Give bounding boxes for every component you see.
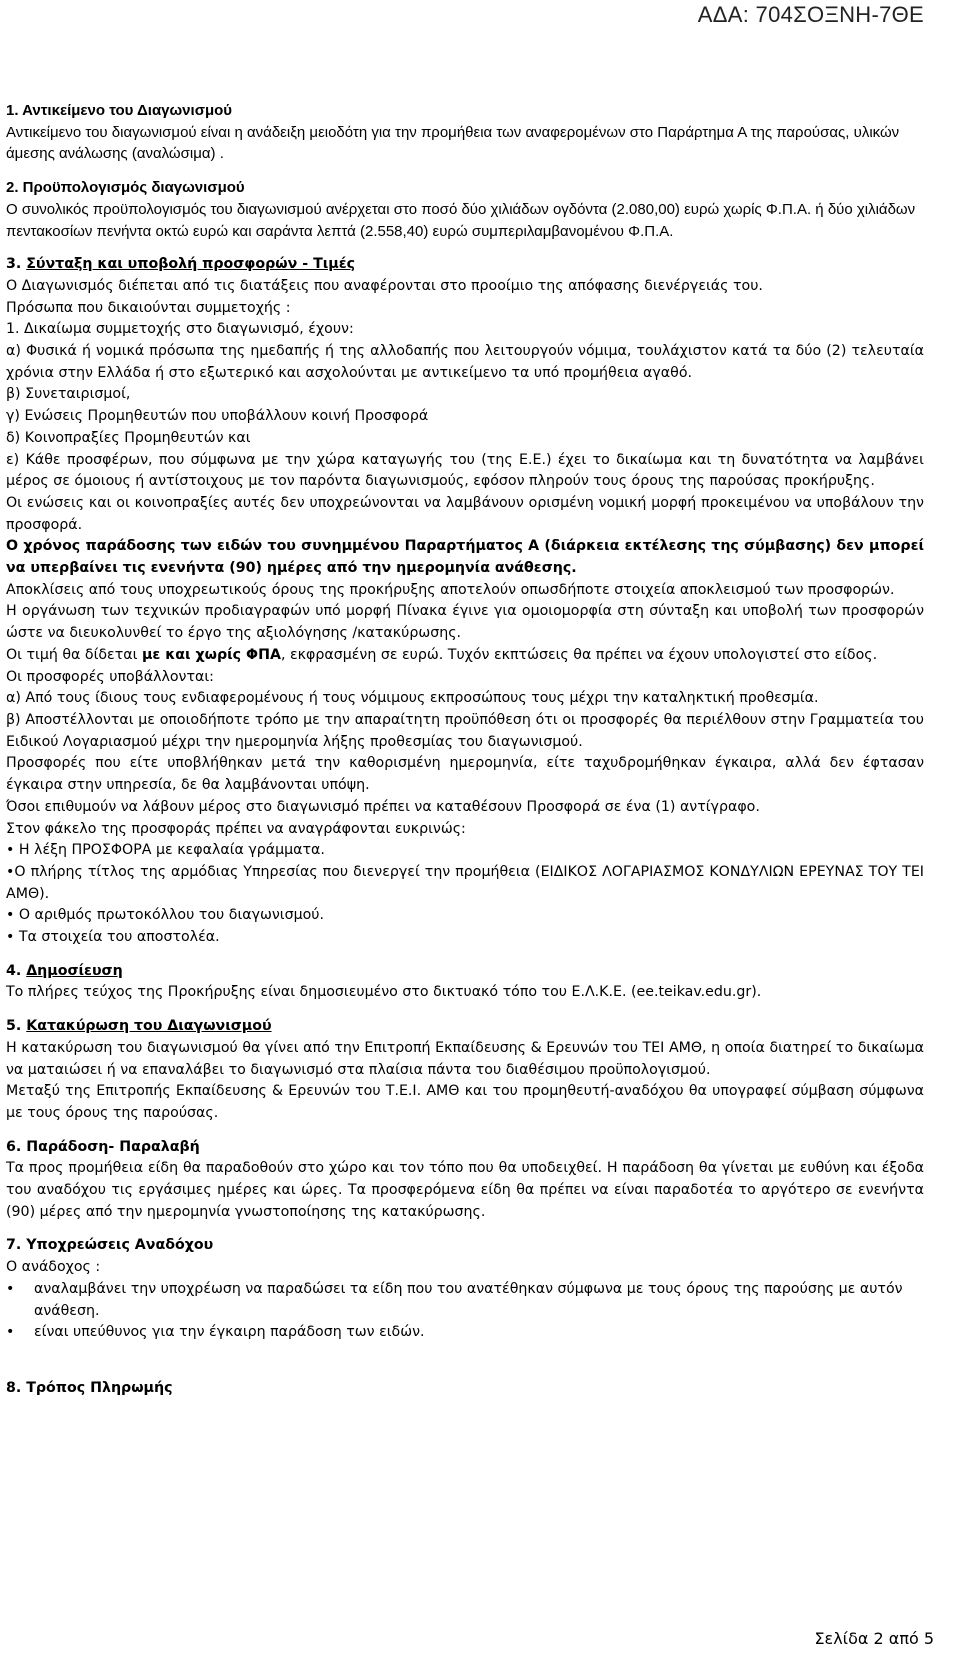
bullet-icon: •	[6, 1324, 15, 1341]
s3-bullet-1: • Η λέξη ΠΡΟΣΦΟΡΑ με κεφαλαία γράμματα.	[6, 842, 325, 859]
price-text-bold: με και χωρίς ΦΠΑ	[141, 646, 281, 663]
s7-bullet-1	[6, 1279, 924, 1322]
section-2-title: 2. Προϋπολογισμός διαγωνισμού	[6, 179, 245, 197]
s7-bullet-1-text: αναλαμβάνει την υποχρέωση να παραδώσει τα είδη που του ανατέθηκαν σύμφωνα με τους όρους της παρούσης με αυτόν ανάθεση.	[34, 1280, 903, 1319]
s7-bullet-2	[6, 1322, 924, 1344]
s3-p16: β) Αποστέλλονται με οποιοδήποτε τρόπο με την απαραίτητη προϋπόθεση ότι οι προσφορές θα περιέλθουν στην Γραμματεία του Ειδικού Λογαριασμού μέχρι την ημερομηνία λήξης προθεσμίας του διαγωνισμού.	[6, 711, 924, 750]
page-number: Σελίδα 2 από 5	[814, 1629, 934, 1648]
ada-code: ΑΔΑ: 704ΣΟΞΝΗ-7ΘΕ	[697, 2, 924, 27]
price-text-a: Οι τιμή θα δίδεται	[6, 646, 142, 663]
s5-p2: Μεταξύ της Επιτροπής Εκπαίδευσης & Ερευνών του Τ.Ε.Ι. ΑΜΘ και του προμηθευτή-αναδόχου θα υπογραφεί σύμβαση σύμφωνα με τους όρους της παρούσας.	[6, 1083, 924, 1121]
section-7-title: 7. Υποχρεώσεις Αναδόχου	[6, 1237, 214, 1254]
s5-p1: Η κατακύρωση του διαγωνισμού θα γίνει από την Επιτροπή Εκπαίδευσης & Ερευνών του ΤΕΙ ΑΜΘ, η οποία διατηρεί το δικαίωμα να ματαιώσει ή να επαναλάβει το διαγωνισμό στα πλαίσια πάντα του διαθέσιμου προϋπολογισμού.	[6, 1039, 924, 1078]
section-4-number: 4.	[6, 962, 27, 979]
s3-p17: Προσφορές που είτε υποβλήθηκαν μετά την καθορισμένη ημερομηνία, είτε ταχυδρομήθηκαν έγκαιρα, αλλά δεν έφτασαν έγκαιρα στην υπηρεσία, δε θα λαμβάνονται υπόψη.	[6, 755, 924, 794]
bullet-icon: •	[6, 1280, 15, 1297]
s3-p10: Ο χρόνος παράδοσης των ειδών του συνημμένου Παραρτήματος Α (διάρκεια εκτέλεσης της σύμβασης) δεν μπορεί να υπερβαίνει τις ενενήντα (90) ημέρες από την ημερομηνία ανάθεσης.	[6, 538, 924, 577]
s3-p1: Ο Διαγωνισμός διέπεται από τις διατάξεις που αναφέρονται στο προοίμιο της απόφασης διενέργειάς του.	[6, 277, 763, 294]
s3-p5: β) Συνεταιρισμοί,	[6, 386, 131, 403]
s3-p2: Πρόσωπα που δικαιούνται συμμετοχής :	[6, 299, 291, 316]
section-4-heading: Δημοσίευση	[26, 962, 123, 979]
s3-p15: α) Από τους ίδιους τους ενδιαφερομένους ή τους νόμιμους εκπροσώπους τους μέχρι την καταληκτική προθεσμία.	[6, 690, 819, 707]
s3-bullet-3: • Ο αριθμός πρωτοκόλλου του διαγωνισμού.	[6, 907, 325, 924]
s3-p12: Η οργάνωση των τεχνικών προδιαγραφών υπό μορφή Πίνακα έγινε για ομοιομορφία στη σύνταξη και υποβολή των προσφορών ώστε να διευκολυνθεί το έργο της αξιολόγησης /κατακύρωσης.	[6, 603, 924, 642]
s3-p9: Οι ενώσεις και οι κοινοπραξίες αυτές δεν υποχρεώνονται να λαμβάνουν ορισμένη νομική μορφή προκειμένου να υποβάλουν την προσφορά.	[6, 494, 924, 533]
section-3-heading: Σύνταξη και υποβολή προσφορών - Τιμές	[26, 256, 356, 273]
section-6-text: Τα προς προμήθεια είδη θα παραδοθούν στο χώρο και τον τόπο που θα υποδειχθεί. Η παράδοση θα γίνεται με ευθύνη και έξοδα του αναδόχου τις εργάσιμες ημέρες και ώρες. Τα προσφερόμενα είδη θα πρέπει να είναι παραδοτέα το αργότερο σε ενενήντα (90) μέρες από την ημερομηνία γνωστοποίησης της κατακύρωσης.	[6, 1160, 924, 1220]
s3-p11: Αποκλίσεις από τους υποχρεωτικούς όρους της προκήρυξης αποτελούν οπωσδήποτε στοιχεία αποκλεισμού των προσφορών.	[6, 581, 895, 598]
s3-p8: ε) Κάθε προσφέρων, που σύμφωνα με την χώρα καταγωγής του (της Ε.Ε.) έχει το δικαίωμα και τη δυνατότητα να λαμβάνει μέρος σε όμοιους ή αντίστοιχους με τον παρόντα διαγωνισμούς, εφόσον πληρούν τους όρους της παρούσας προκήρυξης.	[6, 451, 924, 490]
section-5-number: 5.	[6, 1018, 27, 1035]
s3-bullet-4: • Τα στοιχεία του αποστολέα.	[6, 929, 220, 946]
section-5-heading: Κατακύρωση του Διαγωνισμού	[26, 1018, 272, 1035]
price-text-c: , εκφρασμένη σε ευρώ. Τυχόν εκπτώσεις θα πρέπει να έχουν υπολογιστεί στο είδος.	[280, 646, 878, 663]
s3-bullet-2: •Ο πλήρης τίτλος της αρμόδιας Υπηρεσίας που διενεργεί την προμήθεια (ΕΙΔΙΚΟΣ ΛΟΓΑΡΙΑΣΜΟΣ ΚΟΝΔΥΛΙΩΝ ΕΡΕΥΝΑΣ ΤΟΥ ΤΕΙ ΑΜΘ).	[6, 863, 924, 902]
s3-p14: Οι προσφορές υποβάλλονται:	[6, 668, 214, 685]
section-3-title	[6, 254, 924, 276]
section-5-title	[6, 1016, 924, 1038]
section-4-text: Το πλήρες τεύχος της Προκήρυξης είναι δημοσιευμένο στο δικτυακό τόπο του Ε.Λ.Κ.Ε. (ee.teikav.edu.gr).	[6, 984, 762, 1001]
section-4-title	[6, 961, 924, 983]
s3-p7: δ) Κοινοπραξίες Προμηθευτών και	[6, 429, 251, 446]
section-8-title: 8. Τρόπος Πληρωμής	[6, 1379, 173, 1396]
section-7-intro: Ο ανάδοχος :	[6, 1259, 101, 1276]
s3-p4: α) Φυσικά ή νομικά πρόσωπα της ημεδαπής ή της αλλοδαπής που λειτουργούν νόμιμα, τουλάχιστον κατά τα δύο (2) τελευταία χρόνια στην Ελλάδα ή στο εξωτερικό και ασχολούνται με αντικείμενο τα υπό προμήθεια αγαθό.	[6, 343, 924, 381]
section-1-title: 1. Αντικείμενο του Διαγωνισμού	[6, 102, 233, 119]
s7-bullet-2-text: είναι υπεύθυνος για την έγκαιρη παράδοση των ειδών.	[34, 1324, 425, 1341]
s3-p6: γ) Ενώσεις Προμηθευτών που υποβάλλουν κοινή Προσφορά	[6, 408, 429, 425]
section-2-text: Ο συνολικός προϋπολογισμός του διαγωνισμού ανέρχεται στο ποσό δύο χιλιάδων ογδόντα (2.080,00) ευρώ χωρίς Φ.Π.Α. ή δύο χιλιάδων πεντακοσίων πενήντα οκτώ ευρώ και σαράντα λεπτά (2.558,40) ευρώ συμπεριλαμβανομένου Φ.Π.Α.	[6, 200, 916, 240]
section-6-title: 6. Παράδοση- Παραλαβή	[6, 1138, 200, 1155]
document-body	[6, 100, 924, 1400]
s3-p19: Στον φάκελο της προσφοράς πρέπει να αναγράφονται ευκρινώς:	[6, 820, 466, 837]
s3-p3: 1. Δικαίωμα συμμετοχής στο διαγωνισμό, έχουν:	[6, 321, 354, 338]
section-1-text: Αντικείμενο του διαγωνισμού είναι η ανάδειξη μειοδότη για την προμήθεια των αναφερομένων στο Παράρτημα Α της παρούσας, υλικών άμεσης ανάλωσης (αναλώσιμα) .	[6, 123, 900, 163]
s3-p18: Όσοι επιθυμούν να λάβουν μέρος στο διαγωνισμό πρέπει να καταθέσουν Προσφορά σε ένα (1) αντίγραφο.	[6, 798, 760, 815]
section-3-number: 3.	[6, 256, 27, 273]
s3-p13	[6, 645, 924, 667]
